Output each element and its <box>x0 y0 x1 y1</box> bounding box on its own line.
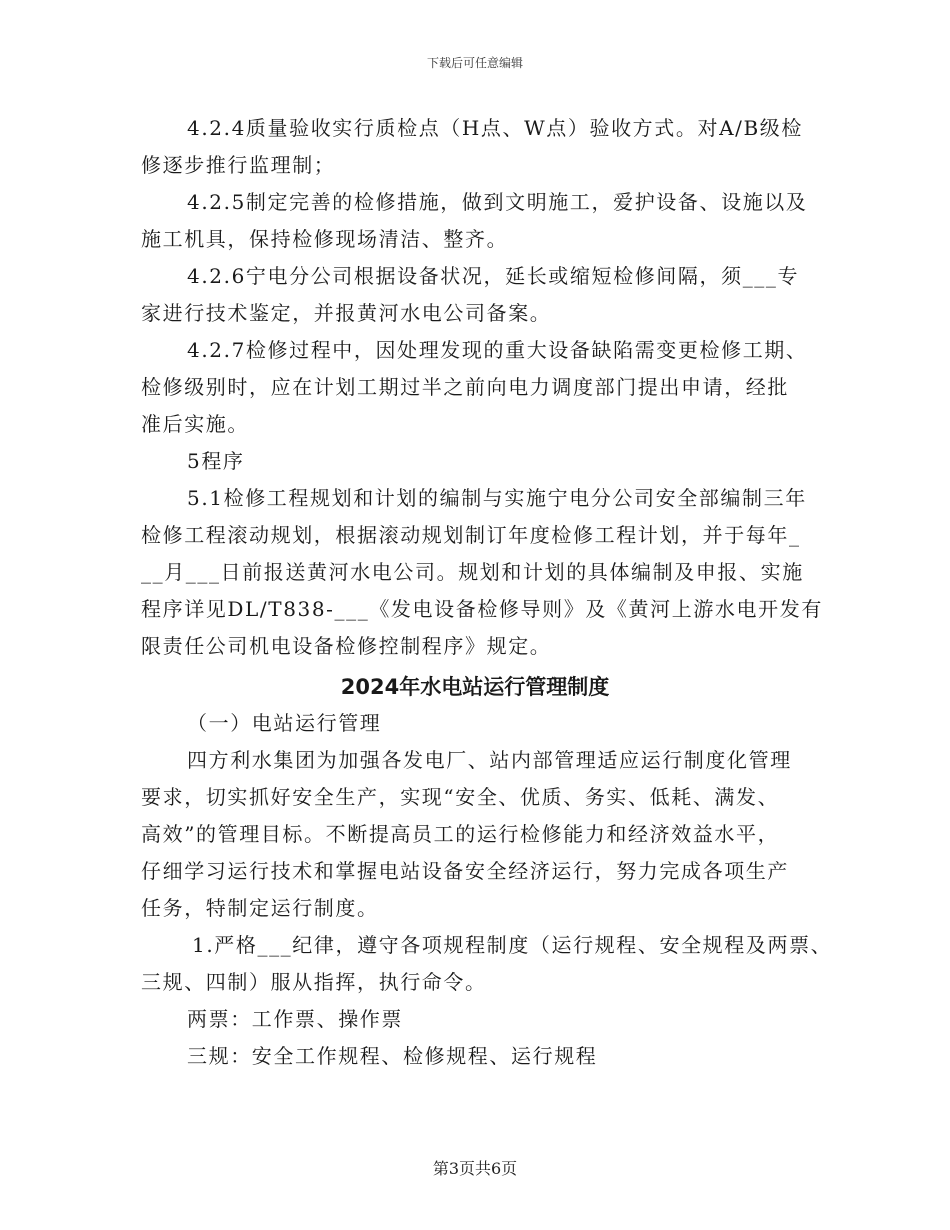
body-line: 施工机具，保持检修现场清洁、整齐。 <box>141 227 509 251</box>
body-line: 4.2.6宁电分公司根据设备状况，延长或缩短检修间隔，须___专 <box>187 264 800 288</box>
body-line: 检修级别时，应在计划工期过半之前向电力调度部门提出申请，经批 <box>141 375 789 399</box>
body-line: 检修工程滚动规划，根据滚动规划制订年度检修工程计划，并于每年_ <box>141 523 801 547</box>
body-line: 5.1检修工程规划和计划的编制与实施宁电分公司安全部编制三年 <box>187 486 807 510</box>
document-title: 2024年水电站运行管理制度 <box>340 675 610 699</box>
body-line: 4.2.5制定完善的检修措施，做到文明施工，爱护设备、设施以及 <box>187 190 808 214</box>
body-line: 三规：安全工作规程、检修规程、运行规程 <box>187 1044 598 1068</box>
page-footer: 第3页共6页 <box>432 1159 518 1178</box>
body-line: __月___日前报送黄河水电公司。规划和计划的具体编制及申报、实施 <box>141 560 804 584</box>
body-line: 三规、四制）服从指挥，执行命令。 <box>141 970 487 994</box>
body-line: 要求，切实抓好安全生产，实现“安全、优质、务实、低耗、满发、 <box>141 785 780 809</box>
body-line: 修逐步推行监理制； <box>141 153 336 177</box>
body-line: 4.2.4质量验收实行质检点（H点、W点）验收方式。对A/B级检 <box>187 116 803 140</box>
body-line: 程序详见DL/T838-___《发电设备检修导则》及《黄河上游水电开发有 <box>141 597 823 621</box>
body-line: 仔细学习运行技术和掌握电站设备安全经济运行，努力完成各项生产 <box>141 859 789 883</box>
page-header: 下载后可任意编辑 <box>426 56 523 70</box>
body-line: 家进行技术鉴定，并报黄河水电公司备案。 <box>141 301 552 325</box>
body-line: 四方利水集团为加强各发电厂、站内部管理适应运行制度化管理 <box>187 748 792 772</box>
section-heading: 5程序 <box>187 449 245 473</box>
body-line: 准后实施。 <box>141 412 249 436</box>
body-line: 高效”的管理目标。不断提高员工的运行检修能力和经济效益水平， <box>141 822 780 846</box>
body-line: 4.2.7检修过程中，因处理发现的重大设备缺陷需变更检修工期、 <box>187 338 808 362</box>
body-line: 任务，特制定运行制度。 <box>141 896 379 920</box>
body-line: 1.严格___纪律，遵守各项规程制度（运行规程、安全规程及两票、 <box>192 933 833 957</box>
body-line: 限责任公司机电设备检修控制程序》规定。 <box>141 634 552 658</box>
body-line: 两票：工作票、操作票 <box>187 1007 403 1031</box>
subsection-heading: （一）电站运行管理 <box>187 711 382 735</box>
